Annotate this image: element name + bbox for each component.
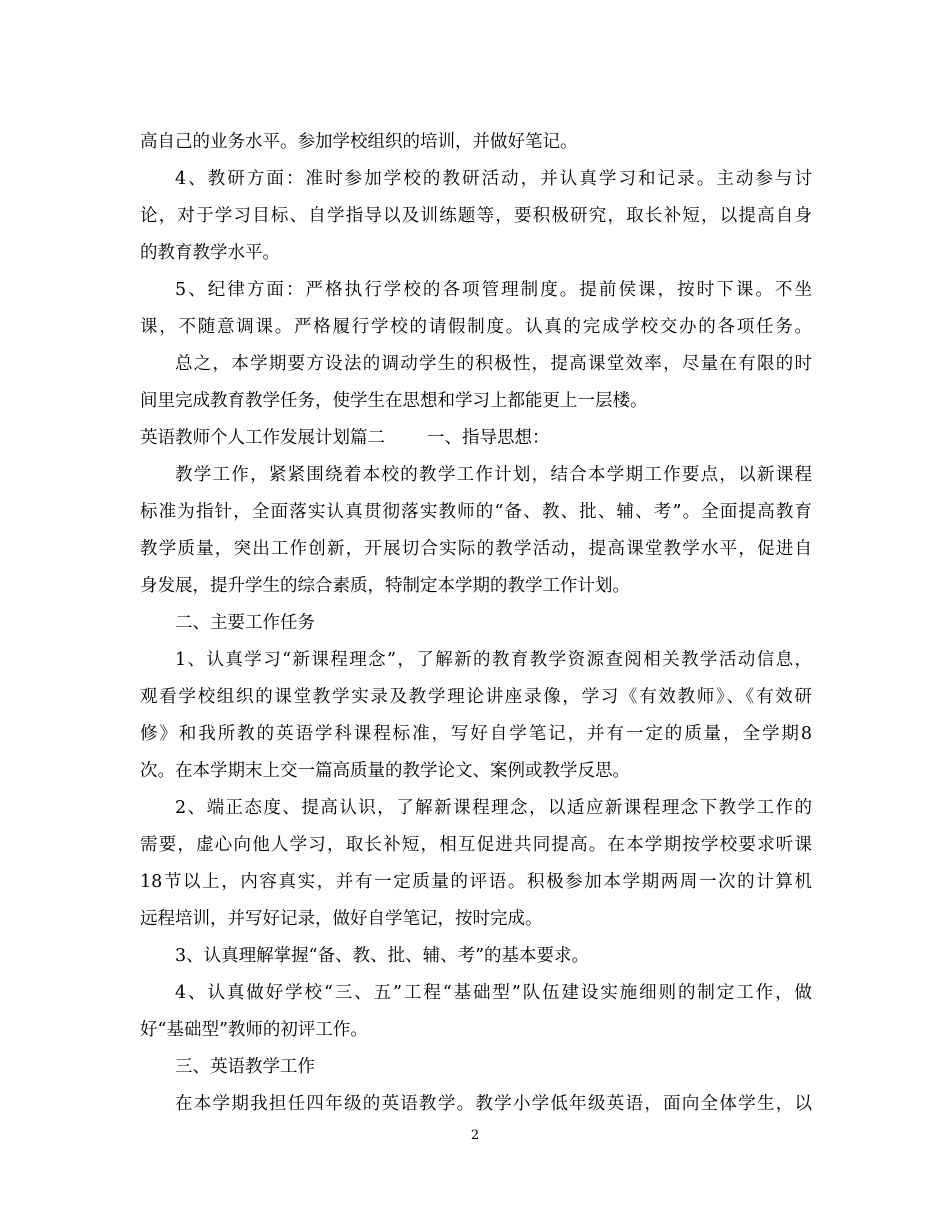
paragraph-line: 论，对于学习目标、自学指导以及训练题等，要积极研究，取长补短，以提高自身 — [140, 206, 812, 226]
paragraph-line: 4、教研方面：准时参加学校的教研活动，并认真学习和记录。主动参与讨 — [175, 169, 812, 189]
paragraph-line: 18节以上，内容真实，并有一定质量的评语。积极参加本学期两周一次的计算机 — [140, 872, 812, 892]
paragraph-line: 课，不随意调课。严格履行学校的请假制度。认真的完成学校交办的各项任务。 — [140, 317, 812, 337]
paragraph-line: 在本学期我担任四年级的英语教学。教学小学低年级英语，面向全体学生，以 — [175, 1094, 812, 1114]
paragraph-line: 修》和我所教的英语学科课程标准，写好自学笔记，并有一定的质量，全学期8 — [140, 724, 812, 744]
paragraph-line: 需要，虚心向他人学习，取长补短，相互促进共同提高。在本学期按学校要求听课 — [140, 835, 812, 855]
paragraph-line: 2、端正态度、提高认识，了解新课程理念，以适应新课程理念下教学工作的 — [175, 798, 812, 818]
paragraph-line: 间里完成教育教学任务，使学生在思想和学习上都能更上一层楼。 — [140, 391, 648, 411]
paragraph-line: 高自己的业务水平。参加学校组织的培训，并做好笔记。 — [140, 132, 578, 152]
paragraph-line: 教学工作，紧紧围绕着本校的教学工作计划，结合本学期工作要点，以新课程 — [175, 465, 812, 485]
subsection-title: 二、主要工作任务 — [175, 613, 315, 633]
paragraph-line: 5、纪律方面：严格执行学校的各项管理制度。提前侯课，按时下课。不坐 — [175, 280, 812, 300]
subsection-title: 三、英语教学工作 — [175, 1057, 315, 1077]
body-text — [140, 124, 812, 1123]
section-title: 英语教师个人工作发展计划篇二 — [140, 428, 385, 448]
paragraph-line: 标准为指针，全面落实认真贯彻落实教师的“备、教、批、辅、考”。全面提高教育 — [140, 502, 812, 522]
paragraph-line: 的教育教学水平。 — [140, 243, 280, 263]
paragraph-line: 观看学校组织的课堂教学实录及教学理论讲座录像，学习《有效教师》、《有效研 — [140, 687, 812, 707]
paragraph-line: 教学质量，突出工作创新，开展切合实际的教学活动，提高课堂教学水平，促进自 — [140, 539, 812, 559]
paragraph-line: 总之，本学期要方设法的调动学生的积极性，提高课堂效率，尽量在有限的时 — [175, 354, 812, 374]
paragraph-line: 次。在本学期末上交一篇高质量的教学论文、案例或教学反思。 — [140, 761, 630, 781]
paragraph-line: 4、认真做好学校“三、五”工程“基础型”队伍建设实施细则的制定工作，做 — [175, 983, 812, 1003]
paragraph-line: 身发展，提升学生的综合素质，特制定本学期的教学工作计划。 — [140, 576, 630, 596]
paragraph-line: 3、认真理解掌握“备、教、批、辅、考”的基本要求。 — [175, 946, 590, 966]
page-number: 2 — [470, 1128, 480, 1143]
paragraph-line: 好“基础型”教师的初评工作。 — [140, 1020, 368, 1040]
paragraph-line: 远程培训，并写好记录，做好自学笔记，按时完成。 — [140, 909, 543, 929]
section-heading-line — [140, 420, 812, 457]
subsection-title: 一、指导思想： — [427, 428, 550, 448]
paragraph-line: 1、认真学习“新课程理念”，了解新的教育教学资源查阅相关教学活动信息， — [175, 650, 812, 670]
